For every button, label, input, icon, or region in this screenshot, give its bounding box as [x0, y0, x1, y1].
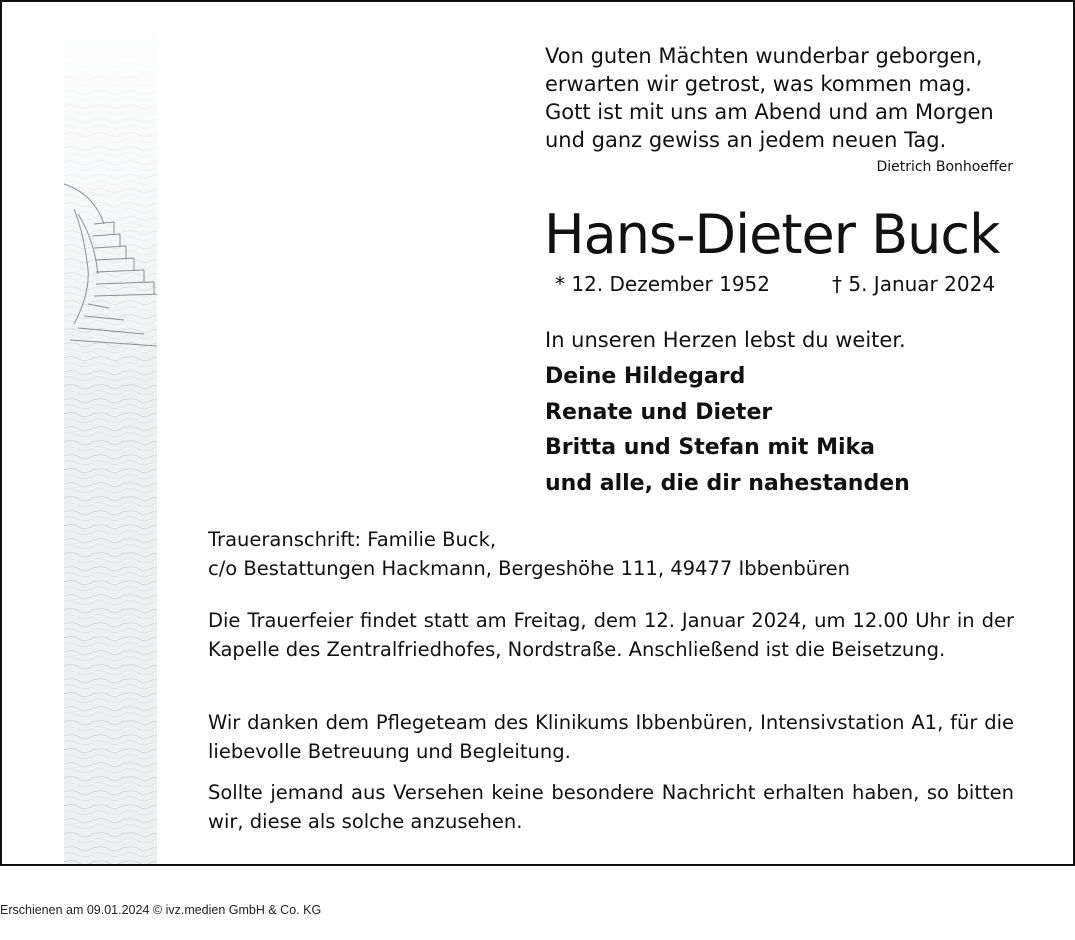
mourner-entry: Renate und Dieter	[545, 399, 773, 425]
quote-line: Von guten Mächten wunderbar geborgen,	[545, 44, 983, 68]
quote-line: und ganz gewiss an jedem neuen Tag.	[545, 128, 947, 152]
quote-line: erwarten wir getrost, was kommen mag.	[545, 72, 972, 96]
mourning-address	[208, 525, 1018, 583]
birth-date: * 12. Dezember 1952	[555, 272, 770, 296]
death-date: † 5. Januar 2024	[832, 272, 996, 296]
mourner-entry: und alle, die dir nahestanden	[545, 470, 910, 496]
ceremony-paragraph: Die Trauerfeier findet statt am Freitag, dem 12. Januar 2024, um 12.00 Uhr in der Kapelle des Zentralfriedhofes, Nordstraße. Anschließend ist die Beisetzung.	[208, 609, 1014, 661]
mourner-entry: Deine Hildegard	[545, 364, 746, 389]
bonhoeffer-quote	[545, 42, 1015, 154]
thanks-paragraph: Wir danken dem Pflegeteam des Klinikums Ibbenbüren, Intensivstation A1, für die liebevolle Betreuung und Begleitung.	[208, 711, 1014, 763]
address-line: Traueranschrift: Familie Buck,	[208, 528, 497, 551]
notice-paragraph: Sollte jemand aus Versehen keine besondere Nachricht erhalten haben, so bitten wir, diese als solche anzusehen.	[208, 781, 1014, 833]
quote-author: Dietrich Bonhoeffer	[876, 159, 1013, 175]
mourners-list	[545, 359, 1015, 501]
address-line: c/o Bestattungen Hackmann, Bergeshöhe 111, 49477 Ibbenbüren	[208, 557, 850, 580]
staircase-illustration	[64, 4, 157, 864]
quote-line: Gott ist mit uns am Abend und am Morgen	[545, 100, 994, 124]
memorial-message: In unseren Herzen lebst du weiter.	[545, 328, 906, 352]
deceased-name: Hans-Dieter Buck	[544, 203, 1000, 266]
publication-footer: Erschienen am 09.01.2024 © ivz.medien GmbH & Co. KG	[0, 903, 322, 917]
mourner-entry: Britta und Stefan mit Mika	[545, 435, 875, 460]
